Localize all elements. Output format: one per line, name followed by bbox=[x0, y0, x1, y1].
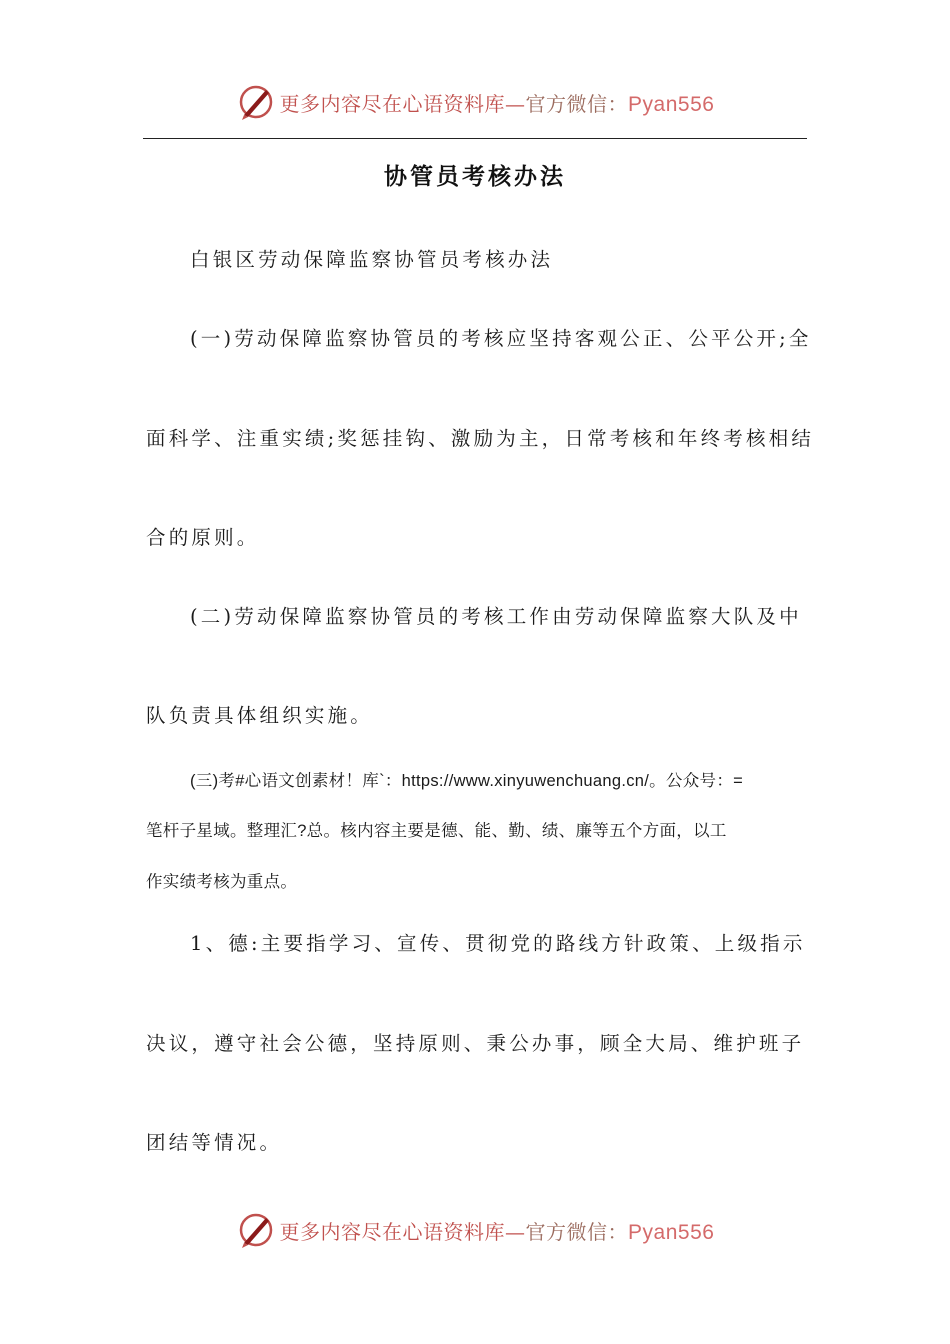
pen-logo-icon bbox=[236, 82, 276, 122]
document-title: 协管员考核办法 bbox=[384, 163, 566, 190]
header-divider bbox=[143, 138, 807, 139]
footer-banner bbox=[0, 1208, 950, 1252]
body-line-7: (三)考#心语文创素材！库`：https://www.xinyuwenchuang.cn/。公众号：= bbox=[190, 772, 744, 790]
body-line-8: 笔杆子星域。整理汇?总。核内容主要是德、能、勤、绩、廉等五个方面，以工 bbox=[146, 822, 727, 840]
header-banner bbox=[0, 80, 950, 124]
footer-banner-text: 更多内容尽在心语资料库—官方微信：Pyan556 bbox=[279, 1219, 715, 1244]
body-line-2: (一)劳动保障监察协管员的考核应坚持客观公正、公平公开;全 bbox=[190, 327, 812, 350]
body-line-12: 团结等情况。 bbox=[146, 1131, 283, 1154]
pen-logo-icon bbox=[236, 1210, 276, 1250]
body-line-3: 面科学、注重实绩;奖惩挂钩、激励为主，日常考核和年终考核相结 bbox=[146, 427, 815, 450]
body-line-5: (二)劳动保障监察协管员的考核工作由劳动保障监察大队及中 bbox=[190, 605, 802, 628]
body-line-1: 白银区劳动保障监察协管员考核办法 bbox=[190, 248, 554, 271]
body-line-6: 队负责具体组织实施。 bbox=[146, 704, 374, 727]
body-line-4: 合的原则。 bbox=[146, 526, 260, 549]
body-line-11: 决议，遵守社会公德，坚持原则、秉公办事，顾全大局、维护班子 bbox=[146, 1032, 805, 1055]
body-line-9: 作实绩考核为重点。 bbox=[146, 873, 298, 891]
body-line-10: 1、德:主要指学习、宣传、贯彻党的路线方针政策、上级指示 bbox=[190, 932, 806, 955]
header-banner-text: 更多内容尽在心语资料库—官方微信：Pyan556 bbox=[279, 91, 715, 116]
